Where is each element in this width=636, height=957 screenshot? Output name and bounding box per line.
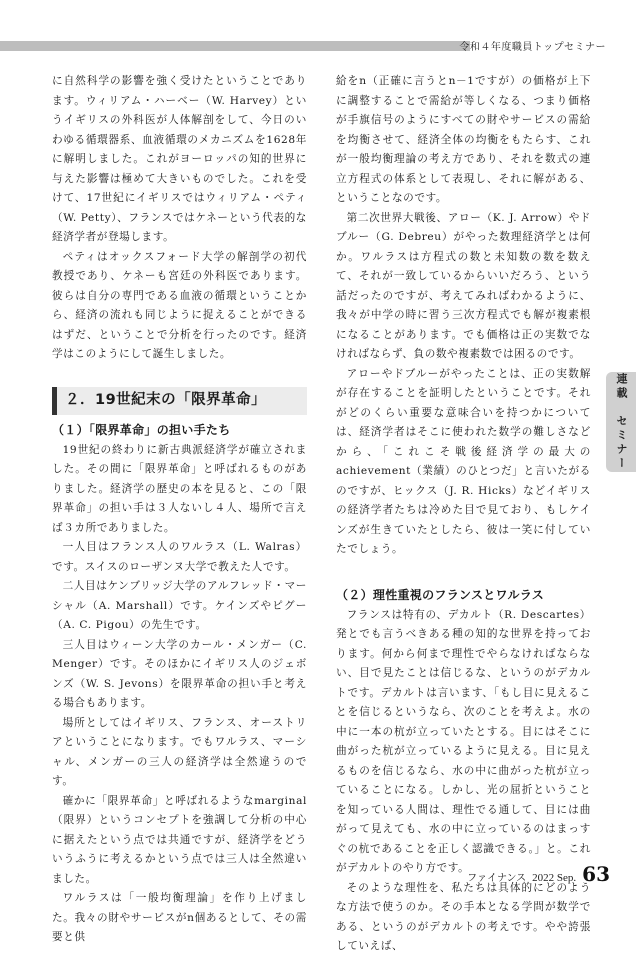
paragraph: に自然科学の影響を強く受けたということであります。ウィリアム・ハーベー（W. Harvey）というイギリスの外科医が人体解剖をして、今日のいわゆる循環器系、血液循環のメカニズムを1628年に解明しました。これがヨーロッパの知的世界に与えた影響は極めて大きいものでした。これを受けて、17世紀にイギリスではウィリアム・ペティ（W. Petty）、フランスではケネーという代表的な経済学者が登場します。 (52, 75, 307, 243)
series-title: 令和４年度職員トップセミナー (459, 42, 606, 53)
subheading: （２）理性重視のフランスとワルラス (336, 587, 545, 602)
subheading: （１）「限界革命」の担い手たち (52, 422, 231, 437)
paragraph: 確かに「限界革命」と呼ばれるようなmarginal（限界）というコンセプトを強調して分析の中心に据えたという点では共通ですが、経済学をどういうふうに考えるかという点では三人は全然違いました。 (52, 794, 307, 885)
paragraph: フランスは特有の、デカルト（R. Descartes）発とでも言うべきある種の知的な世界を持っております。何から何まで理性でやらなければならない、目で見たことは信じるな、というのがデカルトです。デカルトは言います、「もし目に見えることを信じるというなら、次のことを考えよ。水の中に一本の杭が立っていたとする。目にはそこに曲がった杭が立っているように見える。目に見えるものを信じるなら、水の中に曲がった杭が立っていることになる。しかし、光の屈折ということを知っている人間は、理性でる通して、目には曲がって見えても、水の中に立っているのはまっすぐの杭であることを正しく認識できる。」と。これがデカルトのやり方です。 (336, 608, 591, 874)
magazine-name: ファイナンス (467, 873, 527, 884)
paragraph: 二人目はケンブリッジ大学のアルフレッド・マーシャル（A. Marshall）です。ケインズやピグー（A. C. Pigou）の先生です。 (52, 580, 307, 631)
right-column (336, 72, 591, 957)
paragraph: 一人目はフランス人のワルラス（L. Walras）です。スイスのローザンヌ大学で教えた人です。 (52, 541, 307, 573)
paragraph: 第二次世界大戦後、アロー（K. J. Arrow）やドブルー（G. Debreu）がやった数理経済学とは何か。ワルラスは方程式の数と未知数の数を数えて、それが一致しているからいいだろう、という話だったのですが、考えてみればわかるように、我々が中学の時に習う三次方程式でも解が複素根になることがあります。でも価格は正の実数でなければならず、負の数や複素数では困るのです。 (336, 211, 591, 360)
page-number: 63 (582, 862, 610, 886)
paragraph: 三人目はウィーン大学のカール・メンガー（C. Menger）です。そのほかにイギリス人のジェボンズ（W. S. Jevons）を限界革命の担い手と考える場合もあります。 (52, 638, 307, 709)
paragraph: 19世紀の終わりに新古典派経済学が確立されました。その間に「限界革命」と呼ばれるものがありました。経済学の歴史の本を見ると、この「限界革命」の担い手は３人ないし４人、場所で言えば３カ所でありました。 (52, 443, 307, 534)
section-heading: ２．19世紀末の「限界革命」 (52, 387, 307, 415)
paragraph: アローやドブルーがやったことは、正の実数解が存在することを証明したということです。それがどのくらい重要な意味合いを持つかについては、経済学者はそこに使われた数学の難しさなどから、「これこそ戦後経済学の最大のachievement（業績）のひとつだ」と言いたがるのですが、ヒックス（J. R. Hicks）などイギリスの経済学者たちは冷めた目で見ており、もしケインズが生きていたとしたら、彼は一笑に付していたでしょう。 (336, 367, 591, 555)
page-header (0, 35, 636, 57)
page-footer (467, 862, 610, 886)
left-column (52, 72, 307, 948)
header-rule (0, 41, 470, 51)
issue-date: 2022 Sep. (532, 872, 577, 884)
series-side-tab: 連載 セミナー (606, 372, 636, 472)
paragraph: そのような理性を、私たちは具体的にどのような方法で使うのか。その手本となる学問が数学である、というのがデカルトの考えです。やや誇張していえば、 (336, 881, 591, 952)
paragraph: ペティはオックスフォード大学の解剖学の初代教授であり、ケネーも宮廷の外科医であります。彼らは自分の専門である血液の循環ということから、経済の流れも同じように捉えることができるはずだ、ということで分析を行ったのです。経済学はこのようにして誕生しました。 (52, 250, 307, 360)
paragraph: 場所としてはイギリス、フランス、オーストリアということになります。でもワルラス、マーシャル、メンガーの三人の経済学は全然違うのです。 (52, 716, 307, 787)
paragraph: ワルラスは「一般均衡理論」を作り上げました。我々の財やサービスがn個あるとして、その需要と供 (52, 892, 307, 943)
paragraph: 給をn（正確に言うとn－1ですが）の価格が上下に調整することで需給が等しくなる、つまり価格が手旗信号のようにすべての財やサービスの需給を均衡させて、経済全体の均衡をもたらす、これが一般均衡理論の考え方であり、それを数式の連立方程式の体系として表現し、それに解がある、ということなのです。 (336, 75, 591, 204)
